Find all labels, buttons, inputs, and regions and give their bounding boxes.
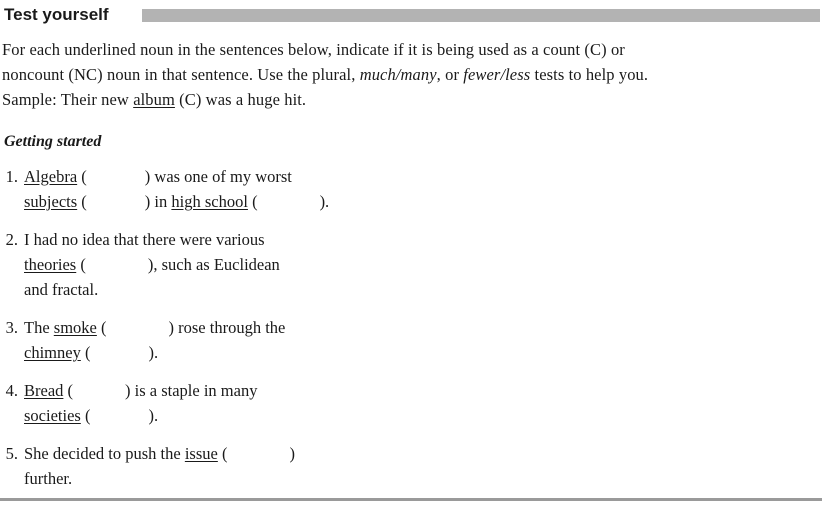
underlined-noun: societies bbox=[24, 406, 81, 425]
answer-paren-open: ( bbox=[96, 318, 107, 337]
question-line: I had no idea that there were various bbox=[24, 230, 265, 249]
page-title: Test yourself bbox=[4, 5, 109, 24]
list-item bbox=[2, 315, 820, 365]
list-item bbox=[2, 378, 820, 428]
instructions-emphasis-much-many: much/many bbox=[359, 65, 437, 84]
question-line bbox=[24, 340, 820, 365]
instructions-line-2-part-b: , or bbox=[436, 65, 464, 84]
question-body bbox=[24, 441, 820, 491]
question-line-tail: ), such as Euclidean bbox=[147, 255, 280, 274]
answer-paren-open: ( bbox=[76, 255, 86, 274]
questions-list bbox=[2, 164, 820, 491]
question-line bbox=[24, 378, 820, 403]
answer-paren-open: ( bbox=[77, 167, 87, 186]
list-item bbox=[2, 227, 820, 302]
page-header bbox=[2, 0, 820, 28]
question-line bbox=[24, 441, 820, 466]
question-line: further. bbox=[24, 469, 73, 488]
question-body bbox=[24, 227, 820, 302]
question-line-tail: ) was one of my worst bbox=[144, 167, 292, 186]
question-line bbox=[24, 403, 820, 428]
question-line-tail: ). bbox=[148, 406, 159, 425]
answer-paren-open: ( bbox=[217, 444, 228, 463]
question-line-mid: ) in bbox=[144, 192, 172, 211]
instructions-line-2-part-a: noncount (NC) noun in that sentence. Use the plural, bbox=[2, 65, 360, 84]
answer-paren-open: ( bbox=[63, 381, 74, 400]
question-line-head: She decided to push the bbox=[24, 444, 185, 463]
underlined-noun: Bread bbox=[24, 381, 64, 400]
question-number: 1. bbox=[5, 167, 18, 186]
underlined-noun: subjects bbox=[24, 192, 78, 211]
instructions-line-1: For each underlined noun in the sentences below, indicate if it is being used as a count (C) or bbox=[2, 40, 625, 59]
sample-underlined-noun: album bbox=[133, 90, 175, 109]
question-line-tail: ) bbox=[289, 444, 295, 463]
question-number: 2. bbox=[5, 230, 18, 249]
underlined-noun: chimney bbox=[24, 343, 81, 362]
header-decorative-bar bbox=[142, 9, 820, 22]
footer-divider bbox=[0, 498, 822, 501]
question-line-tail: ) is a staple in many bbox=[125, 381, 258, 400]
list-item bbox=[2, 164, 820, 214]
answer-paren-open: ( bbox=[77, 192, 87, 211]
question-line-tail: ). bbox=[148, 343, 159, 362]
section-heading-getting-started: Getting started bbox=[4, 133, 102, 150]
question-line-head: The bbox=[24, 318, 54, 337]
underlined-noun: theories bbox=[24, 255, 77, 274]
question-line: and fractal. bbox=[24, 280, 99, 299]
instructions-line-2-part-c: tests to help you. bbox=[530, 65, 649, 84]
sample-prefix: Sample: Their new bbox=[2, 90, 134, 109]
question-body bbox=[24, 164, 820, 214]
question-body bbox=[24, 315, 820, 365]
instructions-line-2 bbox=[2, 62, 818, 87]
question-line-tail: ) rose through the bbox=[168, 318, 286, 337]
question-number: 5. bbox=[5, 444, 18, 463]
instructions-emphasis-fewer-less: fewer/less bbox=[463, 65, 531, 84]
question-line bbox=[24, 315, 820, 340]
underlined-noun: high school bbox=[171, 192, 248, 211]
question-number: 3. bbox=[5, 318, 18, 337]
instructions-sample-line bbox=[2, 87, 818, 112]
instructions-paragraph bbox=[2, 28, 820, 112]
question-line bbox=[24, 252, 820, 277]
question-number: 4. bbox=[5, 381, 18, 400]
question-line bbox=[24, 164, 820, 189]
question-line bbox=[24, 189, 820, 214]
list-item bbox=[2, 441, 820, 491]
sample-suffix: (C) was a huge hit. bbox=[174, 90, 307, 109]
question-body bbox=[24, 378, 820, 428]
answer-paren-open: ( bbox=[247, 192, 258, 211]
answer-paren-open: ( bbox=[80, 343, 91, 362]
underlined-noun: smoke bbox=[53, 318, 97, 337]
answer-paren-open: ( bbox=[80, 406, 91, 425]
underlined-noun: issue bbox=[184, 444, 218, 463]
underlined-noun: Algebra bbox=[24, 167, 78, 186]
question-line-tail: ). bbox=[319, 192, 330, 211]
